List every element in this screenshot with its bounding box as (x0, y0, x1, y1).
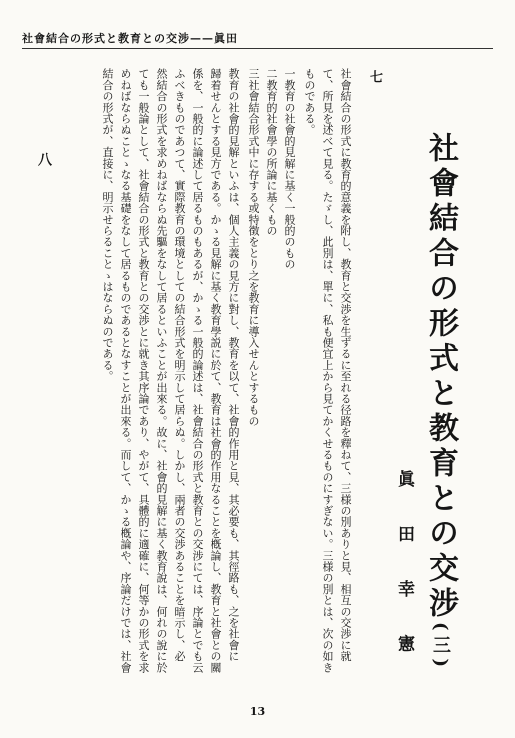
article-part-mark: (三) (430, 622, 451, 673)
body-line: 社會結合の形式に教育的意義を附し、教育と交渉を生ずるに至れる径路を釋ねて、三様の別ありと見、相互の交渉に就 (339, 68, 352, 662)
article-title-text: 社會結合の形式と教育との交涉 (423, 132, 458, 622)
section-number: 七 (367, 70, 382, 83)
body-line: 結合の形式が、直接に、明示せらることゝはならぬのである。 (101, 68, 114, 382)
body-line: ものである。 (303, 68, 316, 136)
body-line: ても一般論として、社會結合の形式と教育との交渉とに就き其序論であり、やがて、具體的に適確に、何等かの形式を求 (137, 68, 150, 673)
page-number: 13 (249, 705, 266, 718)
running-title: 社會結合の形式と教育との交涉——眞田 (22, 32, 238, 45)
article-title (418, 132, 462, 673)
body-line: 一教育の社會的見解に基く一般的のもの (283, 68, 296, 270)
body-line: めねばならぬことゝなる基礎をなして居るものであるとなすことが出來る。而して、かゝる槪論や、序論だけでは、社會 (119, 68, 132, 673)
body-line: 然結合の形式を求めねばならぬ先驅をなして居るといふことが出來る。故に、社會的見解に基く教育說は、何れの說に於 (155, 68, 168, 673)
body-line: て、所見を述べて見る。たゞし、此別は、單に、私も便宜上から見てかくせるものにすぎない。三様の別とは、次の如き (321, 68, 334, 673)
body-line: 歸着せんとする見方である。かゝる見解に基く教育學説に於て、教育は社會的作用なることを槪論し、教育と社會との關 (209, 68, 222, 673)
body-line: 三社會結合形式中に存する或特徴をとり之を教育に導入せんとするもの (247, 68, 260, 427)
folio-mark: 八 (36, 152, 52, 166)
body-line: 係を、一般的に論述して居るものもあるが、かゝる一般的論述は、社會結合の形式と教育との交涉にては、序論とでも云 (191, 68, 204, 673)
body-line: 教育の社會的見解といふは、個人主義の見方に對し、教育を以て、社會的作用と見、其必要も、其徑路も、之を社會に (227, 68, 240, 662)
running-header (22, 22, 493, 49)
author-name: 眞 田 幸 憲 (394, 470, 414, 668)
body-line: 二教育的社會學の所論に基くもの (265, 68, 278, 236)
body-line: ふべきものであつて、實際教育の環境としての結合形式を明示して居らぬ。しかし、兩者の交渉あることを暗示し、必 (173, 68, 186, 662)
